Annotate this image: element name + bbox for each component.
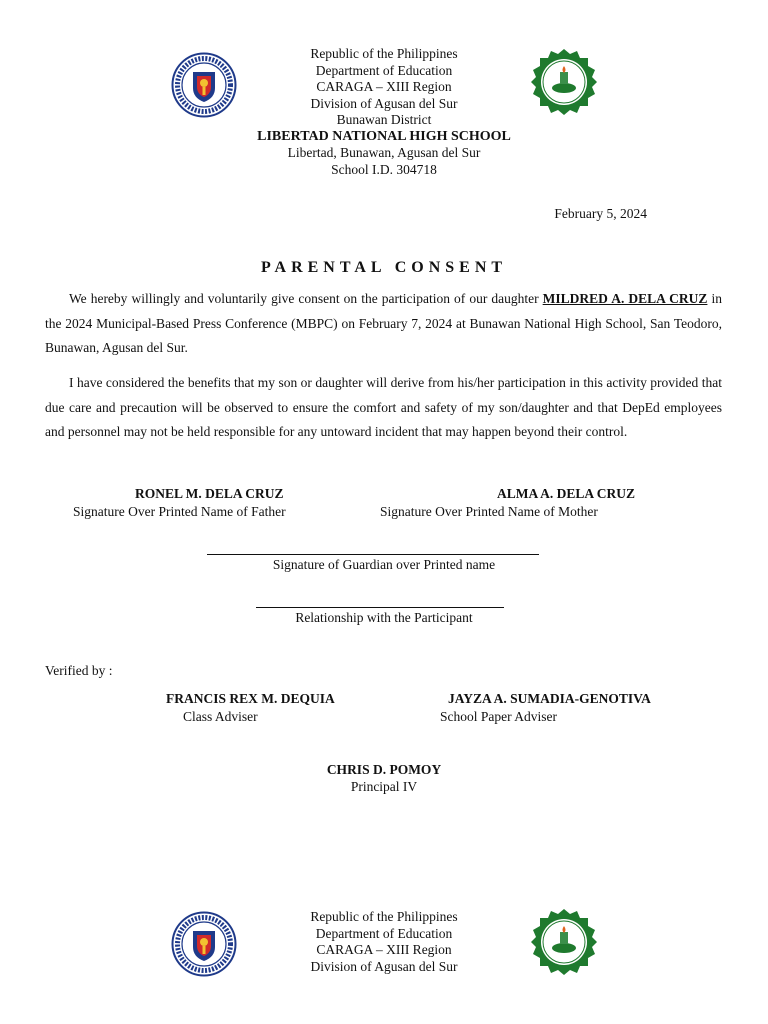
paragraph-text: in the 2024 Municipal-Based Press Conference (MBPC) on February 7, 2024 at Bunawan National High School, San Teodoro, Bunawan, Agusan del Sur. xyxy=(45,291,722,355)
principal-title: Principal IV xyxy=(350,779,418,794)
father-name: RONEL M. DELA CRUZ xyxy=(135,486,284,501)
paper-adviser-title: School Paper Adviser xyxy=(440,709,557,724)
letterhead xyxy=(0,46,768,178)
header-line: Division of Agusan del Sur xyxy=(310,95,458,111)
paper-adviser-name: JAYZA A. SUMADIA-GENOTIVA xyxy=(448,691,651,706)
class-adviser-name: FRANCIS REX M. DEQUIA xyxy=(166,691,335,706)
consent-paragraph-2: I have considered the benefits that my son or daughter will derive from his/her participation in this activity provided that due care and precaution will be observed to ensure the comfort and safety of my son/daughter and that DepEd employees and personnel may not be held responsible for any untoward incident that may happen beyond their control. xyxy=(45,375,722,439)
school-name: LIBERTAD NATIONAL HIGH SCHOOL xyxy=(257,128,511,144)
mother-signature-label: Signature Over Printed Name of Mother xyxy=(380,504,598,519)
document-title: PARENTAL CONSENT xyxy=(260,259,508,276)
header-line: CARAGA – XIII Region xyxy=(316,79,452,94)
header-line: Bunawan District xyxy=(336,112,432,127)
footer-line: CARAGA – XIII Region xyxy=(316,942,452,957)
relationship-line xyxy=(256,607,504,608)
relationship-label: Relationship with the Participant xyxy=(295,610,473,625)
student-name: MILDRED A. DELA CRUZ xyxy=(542,291,708,306)
school-id: School I.D. 304718 xyxy=(331,161,437,177)
paragraph-text: We hereby willingly and voluntarily give consent on the participation of our daughter xyxy=(69,291,543,306)
footer-letterhead xyxy=(0,909,768,975)
guardian-signature-line xyxy=(207,554,539,555)
letter-date: February 5, 2024 xyxy=(554,206,647,221)
father-signature-label: Signature Over Printed Name of Father xyxy=(73,504,286,519)
guardian-label: Signature of Guardian over Printed name xyxy=(272,557,496,572)
header-line: Republic of the Philippines xyxy=(310,46,458,61)
footer-line: Division of Agusan del Sur xyxy=(310,958,458,974)
footer-line: Department of Education xyxy=(315,925,453,941)
principal-name: CHRIS D. POMOY xyxy=(326,762,442,777)
consent-paragraph-1 xyxy=(45,287,722,361)
verified-by-label: Verified by : xyxy=(45,663,113,678)
footer-line: Republic of the Philippines xyxy=(310,909,458,924)
header-line: Department of Education xyxy=(315,62,453,78)
class-adviser-title: Class Adviser xyxy=(183,709,258,724)
mother-name: ALMA A. DELA CRUZ xyxy=(497,486,636,501)
school-address: Libertad, Bunawan, Agusan del Sur xyxy=(287,145,481,160)
